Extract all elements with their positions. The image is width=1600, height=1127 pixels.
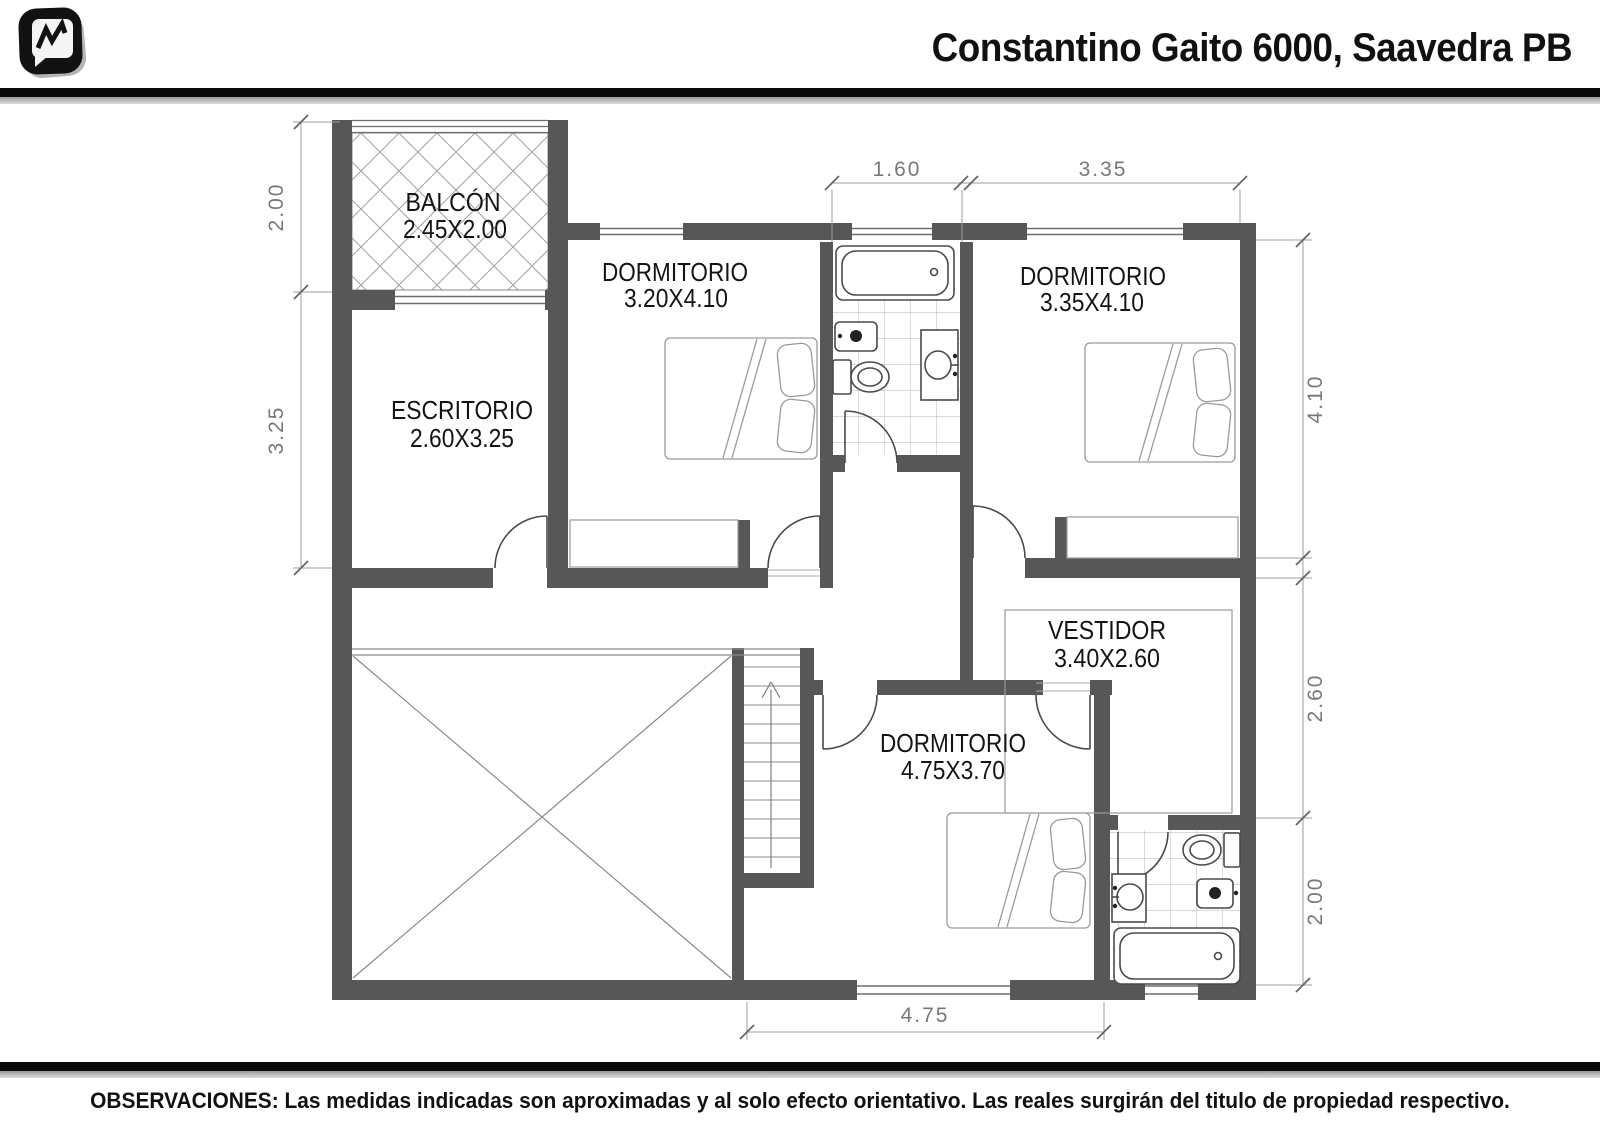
vestidor-door [1036, 683, 1090, 749]
dorm2-closet [1067, 517, 1238, 558]
observations-note: OBSERVACIONES: Las medidas indicadas son aproximadas y al solo efecto orientativo. Las reales surgirán del titulo de propiedad respectivo. [90, 1088, 1510, 1113]
size-vestidor: 3.40X2.60 [1054, 643, 1160, 673]
dim-bath-width: 1.60 [872, 158, 922, 181]
dim-dorm3-width: 4.75 [900, 1004, 950, 1027]
dorm3-hall-door [823, 695, 877, 749]
bed-dorm1 [665, 338, 817, 459]
sink2-basin [1117, 884, 1143, 910]
dim-bath2-height: 2.00 [1304, 876, 1327, 926]
label-vestidor: VESTIDOR [1048, 615, 1166, 645]
dorm2-door [973, 506, 1025, 558]
size-dormitorio2: 3.35X4.10 [1040, 287, 1144, 317]
footer-rule-gray [0, 1071, 1600, 1078]
bed-dorm2 [1085, 343, 1235, 462]
escritorio-door [495, 516, 547, 568]
label-dormitorio3: DORMITORIO [880, 728, 1026, 758]
dim-vestidor-height: 2.60 [1304, 673, 1327, 723]
size-escritorio: 2.60X3.25 [410, 423, 514, 453]
toilet2-tank [1224, 833, 1240, 867]
dim-dorm2-width: 3.35 [1078, 158, 1128, 181]
label-dormitorio2: DORMITORIO [1020, 261, 1166, 291]
dorm1-closet [570, 520, 738, 567]
dim-escritorio-height: 3.25 [265, 405, 288, 455]
footer-rule-black [0, 1062, 1600, 1071]
dorm1-door [768, 516, 820, 576]
dim-balcony-height: 2.00 [265, 182, 288, 232]
stairs [744, 667, 800, 868]
toilet1-tank [833, 360, 851, 394]
size-dormitorio3: 4.75X3.70 [901, 755, 1005, 785]
bed-dorm3 [947, 813, 1090, 928]
stairs-up-arrow [762, 682, 780, 868]
page-title: Constantino Gaito 6000, Saavedra PB [931, 26, 1572, 70]
size-dormitorio1: 3.20X4.10 [624, 283, 728, 313]
size-balcon: 2.45X2.00 [403, 214, 507, 244]
sink1-basin [925, 351, 951, 379]
label-dormitorio1: DORMITORIO [602, 257, 748, 287]
label-balcon: BALCÓN [405, 187, 501, 217]
dim-dorm2-height: 4.10 [1304, 374, 1327, 424]
label-escritorio: ESCRITORIO [391, 395, 533, 425]
